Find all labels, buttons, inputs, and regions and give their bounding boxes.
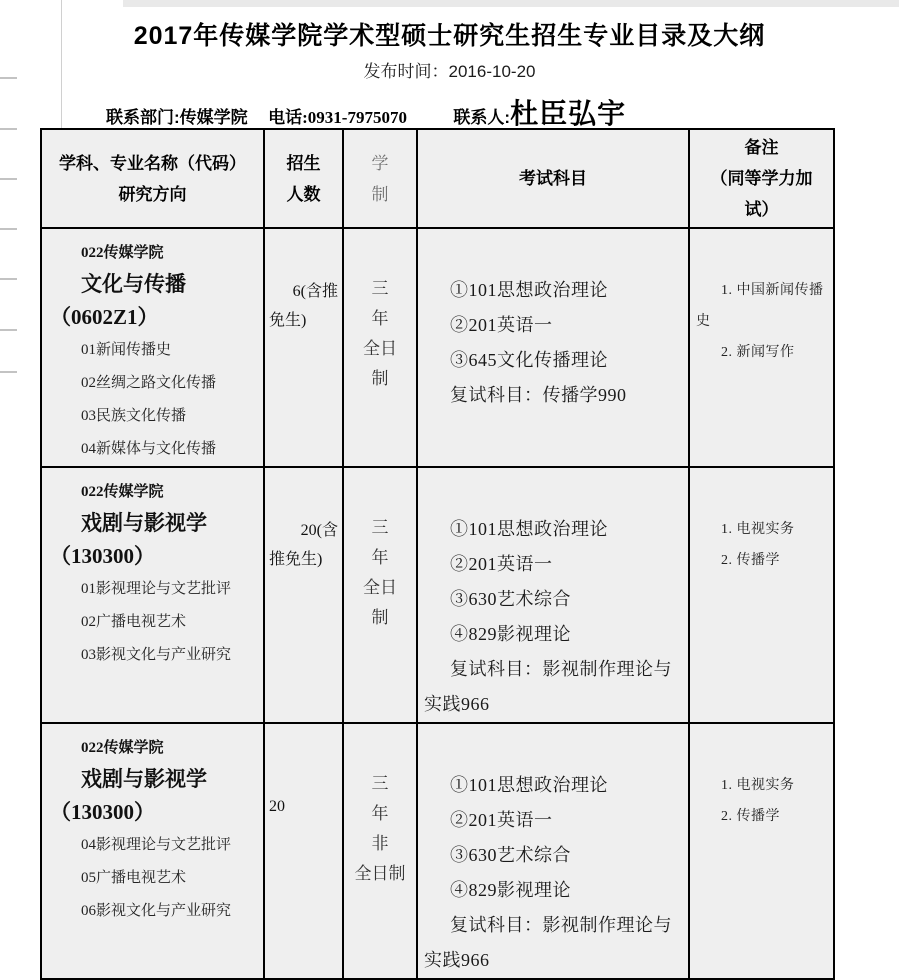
header-line: 学 [371, 153, 389, 173]
exam-subject: ④829影视理论 [450, 880, 571, 900]
research-direction: 02丝绸之路文化传播 [81, 375, 217, 391]
college-code: 022传媒学院 [81, 245, 164, 261]
header-line: 研究方向 [118, 184, 187, 204]
note-item: 1. 电视实务 [721, 522, 795, 537]
header-line: 试） [744, 200, 779, 219]
exam-subject: ②201英语一 [450, 315, 553, 335]
note-item: 1. 中国新闻传播史 [696, 283, 824, 329]
exam-subject: ③630艺术综合 [450, 845, 571, 865]
research-direction: 04新媒体与文化传播 [81, 441, 217, 457]
truncated-link-underline [0, 128, 17, 130]
exam-subject: ②201英语一 [450, 554, 553, 574]
cell-exams [417, 467, 689, 723]
major-name [48, 507, 259, 573]
study-duration: 年 [371, 548, 389, 567]
header-cell-duration [343, 129, 417, 228]
exam-subject: ①101思想政治理论 [450, 775, 608, 795]
major-name [48, 763, 259, 829]
header-cell-enrollment [264, 129, 343, 228]
enrollment-count: 6(含推 [292, 283, 338, 300]
research-direction: 04影视理论与文艺批评 [81, 837, 232, 853]
header-line: 考试科目 [519, 169, 587, 188]
study-duration: 年 [371, 309, 389, 328]
study-duration: 制 [371, 608, 389, 627]
table-row [41, 228, 834, 467]
top-band [123, 0, 899, 7]
major-name [48, 268, 259, 334]
cell-enrollment [264, 723, 343, 979]
header-line: 备注 [744, 138, 779, 157]
header-line: 人数 [286, 184, 321, 204]
contact-person-label: 联系人: [453, 108, 511, 127]
study-duration: 三 [371, 279, 389, 298]
major-code-line: （130300） [50, 544, 155, 568]
admissions-table [40, 128, 835, 980]
cell-enrollment [264, 467, 343, 723]
note-item: 2. 传播学 [721, 809, 780, 824]
cell-subject [41, 467, 264, 723]
header-line: 招生 [286, 153, 321, 173]
research-direction: 01新闻传播史 [81, 342, 172, 358]
study-duration: 三 [371, 518, 389, 537]
header-line: 制 [371, 184, 389, 204]
contact-person-name: 杜臣弘宇 [510, 98, 627, 129]
truncated-link-underline [0, 329, 17, 331]
cell-enrollment [264, 228, 343, 467]
cell-notes [689, 723, 834, 979]
research-direction: 03民族文化传播 [81, 408, 187, 424]
exam-subject: 复试科目：传播学990 [450, 385, 627, 405]
table-row [41, 467, 834, 723]
cell-notes [689, 467, 834, 723]
study-duration: 全日 [363, 578, 397, 597]
research-direction: 01影视理论与文艺批评 [81, 581, 232, 597]
truncated-link-underline [0, 278, 17, 280]
major-name-line: 文化与传播 [81, 272, 186, 296]
header-cell-subject [41, 129, 264, 228]
exam-subject: ①101思想政治理论 [450, 519, 608, 539]
truncated-link-underline [0, 371, 17, 373]
truncated-link-underline [0, 228, 17, 230]
study-duration: 非 [371, 834, 389, 853]
cell-exams [417, 723, 689, 979]
page-title: 2017年传媒学院学术型硕士研究生招生专业目录及大纲 [133, 22, 766, 50]
study-duration: 全日制 [354, 864, 406, 883]
truncated-link-underline [0, 178, 17, 180]
enrollment-count: 20(含 [300, 522, 338, 539]
college-code: 022传媒学院 [81, 740, 164, 756]
cell-exams [417, 228, 689, 467]
header-cell-notes [689, 129, 834, 228]
header-cell-exams [417, 129, 689, 228]
exam-subject: 复试科目：影视制作理论与实践966 [424, 659, 672, 714]
cell-duration [343, 467, 417, 723]
exam-subject: ④829影视理论 [450, 624, 571, 644]
exam-subject: ③645文化传播理论 [450, 350, 608, 370]
research-direction: 03影视文化与产业研究 [81, 647, 232, 663]
contact-bar [106, 92, 626, 132]
enrollment-count: 20 [269, 798, 285, 815]
study-duration: 三 [371, 774, 389, 793]
cell-notes [689, 228, 834, 467]
exam-subject: ②201英语一 [450, 810, 553, 830]
major-name-line: 戏剧与影视学 [81, 511, 207, 535]
header-line: 学科、专业名称（代码） [59, 153, 246, 173]
table-header-row [41, 129, 834, 228]
research-direction: 05广播电视艺术 [81, 870, 187, 886]
enrollment-count: 推免生) [269, 551, 323, 568]
study-duration: 制 [371, 369, 389, 388]
major-name-line: 戏剧与影视学 [81, 767, 207, 791]
college-code: 022传媒学院 [81, 484, 164, 500]
note-item: 2. 传播学 [721, 553, 780, 568]
research-direction: 06影视文化与产业研究 [81, 903, 232, 919]
note-item: 2. 新闻写作 [721, 345, 795, 360]
header-line: （同等学力加 [710, 169, 813, 188]
research-direction: 02广播电视艺术 [81, 614, 187, 630]
study-duration: 年 [371, 804, 389, 823]
publish-date: 发布时间：2016-10-20 [363, 62, 536, 81]
note-item: 1. 电视实务 [721, 778, 795, 793]
cell-subject [41, 228, 264, 467]
study-duration: 全日 [363, 339, 397, 358]
enrollment-count: 免生) [269, 312, 307, 329]
major-code-line: （0602Z1） [50, 305, 159, 329]
cell-duration [343, 228, 417, 467]
cell-duration [343, 723, 417, 979]
major-code-line: （130300） [50, 800, 155, 824]
exam-subject: ①101思想政治理论 [450, 280, 608, 300]
exam-subject: 复试科目：影视制作理论与实践966 [424, 915, 672, 970]
exam-subject: ③630艺术综合 [450, 589, 571, 609]
contact-department: 联系部门:传媒学院 [106, 108, 248, 127]
contact-phone: 电话:0931-7975070 [268, 108, 407, 127]
table-row [41, 723, 834, 979]
cell-subject [41, 723, 264, 979]
